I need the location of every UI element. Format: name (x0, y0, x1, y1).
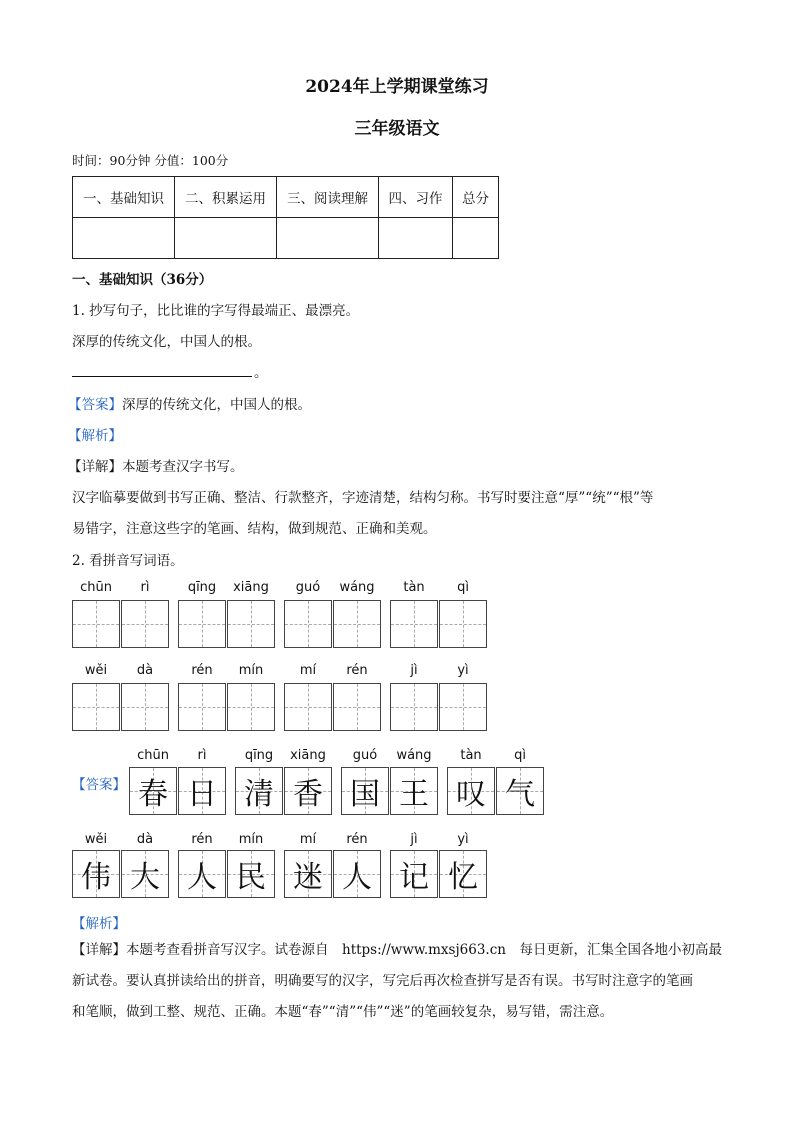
detail-tag: 【详解】 (72, 942, 126, 958)
answer-character: 大 (130, 860, 160, 895)
answer-character: 人 (342, 860, 372, 895)
pinyin-label: rì (197, 748, 207, 763)
score-cell[interactable] (379, 218, 453, 259)
answer-tag: 【答案】 (68, 397, 122, 413)
detail-text-2a: 汉字临摹要做到书写正确、整洁、行款整齐，字迹清楚，结构匀称。书写时要注意“厚”“统”“根”等 (72, 490, 654, 506)
tianzige-cell[interactable] (333, 683, 381, 731)
answer-grid-cell (333, 850, 381, 898)
answer-grid-cell (341, 767, 389, 815)
score-header: 二、积累运用 (175, 177, 277, 218)
tianzige-cell[interactable] (121, 683, 169, 731)
answer-grid-cell (284, 767, 332, 815)
answer-grid-cell (235, 767, 283, 815)
question-1-sentence: 深厚的传统文化，中国人的根。 (72, 334, 261, 350)
question-1-prompt: 1. 抄写句子，比比谁的字写得最端正、最漂亮。 (72, 303, 360, 319)
analysis-tag-2: 【解析】 (72, 916, 126, 932)
score-cell[interactable] (175, 218, 277, 259)
pinyin-label: mín (238, 663, 264, 678)
tianzige-cell[interactable] (284, 683, 332, 731)
tianzige-cell[interactable] (121, 600, 169, 648)
answer-blank-line[interactable] (72, 376, 252, 377)
pinyin-label: wáng (339, 580, 375, 595)
detail-paragraph-2: 【详解】本题考查看拼音写汉字。试卷源自 https://www.mxsj663.cn 每日更新，汇集全国各地小初高最 新试卷。要认真拼读给出的拼音，明确要写的汉字，写完后再次检查拼写是否有误。书写时注意字的笔画 和笔顺，做到工整、规范、正确。本题“春”“清”“伟”“迷”的笔画较复杂，易写错，需注意。 (72, 942, 722, 1020)
pinyin-label: wěi (84, 663, 108, 678)
pinyin-label: rén (346, 663, 368, 678)
answer-grid-cell (121, 850, 169, 898)
answer-line-1 (68, 393, 311, 413)
pinyin-label: wáng (396, 748, 432, 763)
pinyin-label: qīng (187, 580, 217, 595)
tianzige-cell[interactable] (178, 683, 226, 731)
pinyin-label: qì (514, 748, 526, 763)
answer-character: 香 (293, 777, 323, 812)
pinyin-label: qì (457, 580, 469, 595)
pinyin-label: yì (457, 663, 469, 678)
tianzige-cell[interactable] (390, 600, 438, 648)
answer-tag-2: 【答案】 (72, 777, 126, 793)
detail-text-2b: 易错字，注意这些字的笔画、结构，做到规范、正确和美观。 (72, 521, 437, 537)
pinyin-label: xiāng (290, 748, 326, 763)
answer-character: 王 (399, 777, 429, 812)
pinyin-label: chūn (80, 580, 112, 595)
score-header: 一、基础知识 (73, 177, 175, 218)
pinyin-label: xiāng (233, 580, 269, 595)
detail-tag: 【详解】 (68, 459, 122, 475)
analysis-tag-1: 【解析】 (68, 428, 122, 444)
tianzige-cell[interactable] (227, 683, 275, 731)
score-cell[interactable] (453, 218, 499, 259)
pinyin-label: rì (140, 580, 150, 595)
answer-character: 气 (505, 777, 535, 812)
answer-grid-cell (496, 767, 544, 815)
tianzige-cell[interactable] (333, 600, 381, 648)
answer-character: 国 (350, 777, 380, 812)
detail-line-1: 【详解】本题考查汉字书写。 (68, 459, 244, 475)
pinyin-label: guó (352, 748, 378, 763)
tianzige-cell[interactable] (284, 600, 332, 648)
answer-grid-cell (178, 850, 226, 898)
section-heading: 一、基础知识（36分） (72, 272, 213, 288)
pinyin-label: tàn (403, 580, 425, 595)
tianzige-cell[interactable] (227, 600, 275, 648)
pinyin-label: mí (299, 663, 317, 678)
answer-character: 日 (187, 777, 217, 812)
answer-grid-cell (72, 850, 120, 898)
exam-meta: 时间：90分钟 分值：100分 (72, 153, 229, 168)
pinyin-label: rén (191, 663, 213, 678)
page-subtitle: 三年级语文 (354, 119, 440, 139)
pinyin-label: jì (410, 663, 418, 678)
answer-character: 民 (236, 860, 266, 895)
pinyin-label: rén (346, 832, 368, 847)
pinyin-label: jì (410, 832, 418, 847)
answer-text: 深厚的传统文化，中国人的根。 (122, 397, 311, 413)
pinyin-label: guó (295, 580, 321, 595)
score-cell[interactable] (73, 218, 175, 259)
tianzige-cell[interactable] (439, 683, 487, 731)
answer-character: 记 (399, 860, 429, 895)
blank-period: 。 (254, 365, 268, 381)
question-2-prompt: 2. 看拼音写词语。 (72, 553, 184, 569)
answer-grid-cell (390, 767, 438, 815)
pinyin-label: wěi (84, 832, 108, 847)
score-cell[interactable] (277, 218, 379, 259)
pinyin-label: yì (457, 832, 469, 847)
answer-character: 伟 (81, 860, 111, 895)
pinyin-label: mí (299, 832, 317, 847)
answer-character: 忆 (448, 860, 478, 895)
pinyin-label: chūn (137, 748, 169, 763)
score-table (72, 176, 499, 259)
answer-character: 迷 (293, 860, 323, 895)
answer-grid-cell (390, 850, 438, 898)
answer-grid-cell (178, 767, 226, 815)
answer-character: 春 (138, 777, 168, 812)
pinyin-label: mín (238, 832, 264, 847)
page-title: 2024年上学期课堂练习 (305, 77, 489, 97)
answer-grid-cell (129, 767, 177, 815)
tianzige-cell[interactable] (72, 683, 120, 731)
tianzige-cell[interactable] (390, 683, 438, 731)
answer-grid-cell (447, 767, 495, 815)
answer-grid-cell (227, 850, 275, 898)
tianzige-cell[interactable] (178, 600, 226, 648)
score-header: 总分 (453, 177, 499, 218)
score-header: 三、阅读理解 (277, 177, 379, 218)
pinyin-label: rén (191, 832, 213, 847)
answer-character: 叹 (456, 777, 486, 812)
tianzige-cell[interactable] (439, 600, 487, 648)
answer-character: 人 (187, 860, 217, 895)
score-header: 四、习作 (379, 177, 453, 218)
answer-character: 清 (244, 777, 274, 812)
pinyin-label: dà (136, 663, 154, 678)
answer-grid-cell (284, 850, 332, 898)
pinyin-label: dà (136, 832, 154, 847)
answer-grid-cell (439, 850, 487, 898)
pinyin-label: tàn (460, 748, 482, 763)
tianzige-cell[interactable] (72, 600, 120, 648)
pinyin-label: qīng (244, 748, 274, 763)
